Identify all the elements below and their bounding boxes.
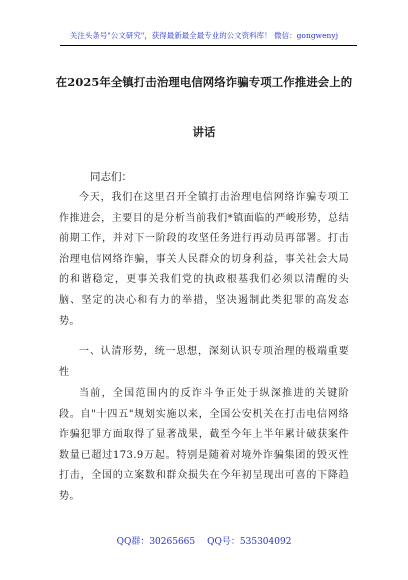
salutation: 同志们： bbox=[90, 171, 132, 183]
document-title-line1: 在2025年全镇打击治理电信网络诈骗专项工作推进会上的 bbox=[55, 75, 353, 89]
header-divider bbox=[60, 45, 357, 46]
body-paragraph-situation: 当前，全国范围内的反诈斗争正处于纵深推进的关键阶段。自"十四五"规划实施以来，全国公安机关在打击电信网络诈骗犯罪方面取得了显著战果，截至今年上半年累计破获案件数量已超过173.9万起。特别是随着对境外诈骗集团的毁灭性打击，全国的立案数和群众损失在今年初呈现出可喜的下降趋势。 bbox=[59, 388, 349, 502]
header-banner: 关注头条号"公文研究"，获得最新最全最专业的公文资料库！ 微信：gongwenyj bbox=[69, 31, 339, 40]
section-heading: 一、认清形势，统一思想，深刻认识专项治理的极端重要性 bbox=[59, 346, 349, 378]
footer-qq-number[interactable]: QQ号：535304092 bbox=[207, 537, 292, 547]
document-title-line2: 讲话 bbox=[192, 125, 216, 139]
footer-contact bbox=[0, 534, 408, 547]
footer-qq-group[interactable]: QQ群：30265665 bbox=[116, 537, 196, 547]
body-paragraph-intro: 今天，我们在这里召开全镇打击治理电信网络诈骗专项工作推进会，主要目的是分析当前我们*镇面临的严峻形势，总结前期工作，并对下一阶段的攻坚任务进行再动员再部署。打击治理电信网络诈骗，事关人民群众的切身利益，事关社会大局的和谐稳定，更事关我们党的执政根基我们必须以清醒的头脑、坚定的决心和有力的举措，坚决遏制此类犯罪的高发态势。 bbox=[59, 192, 349, 327]
